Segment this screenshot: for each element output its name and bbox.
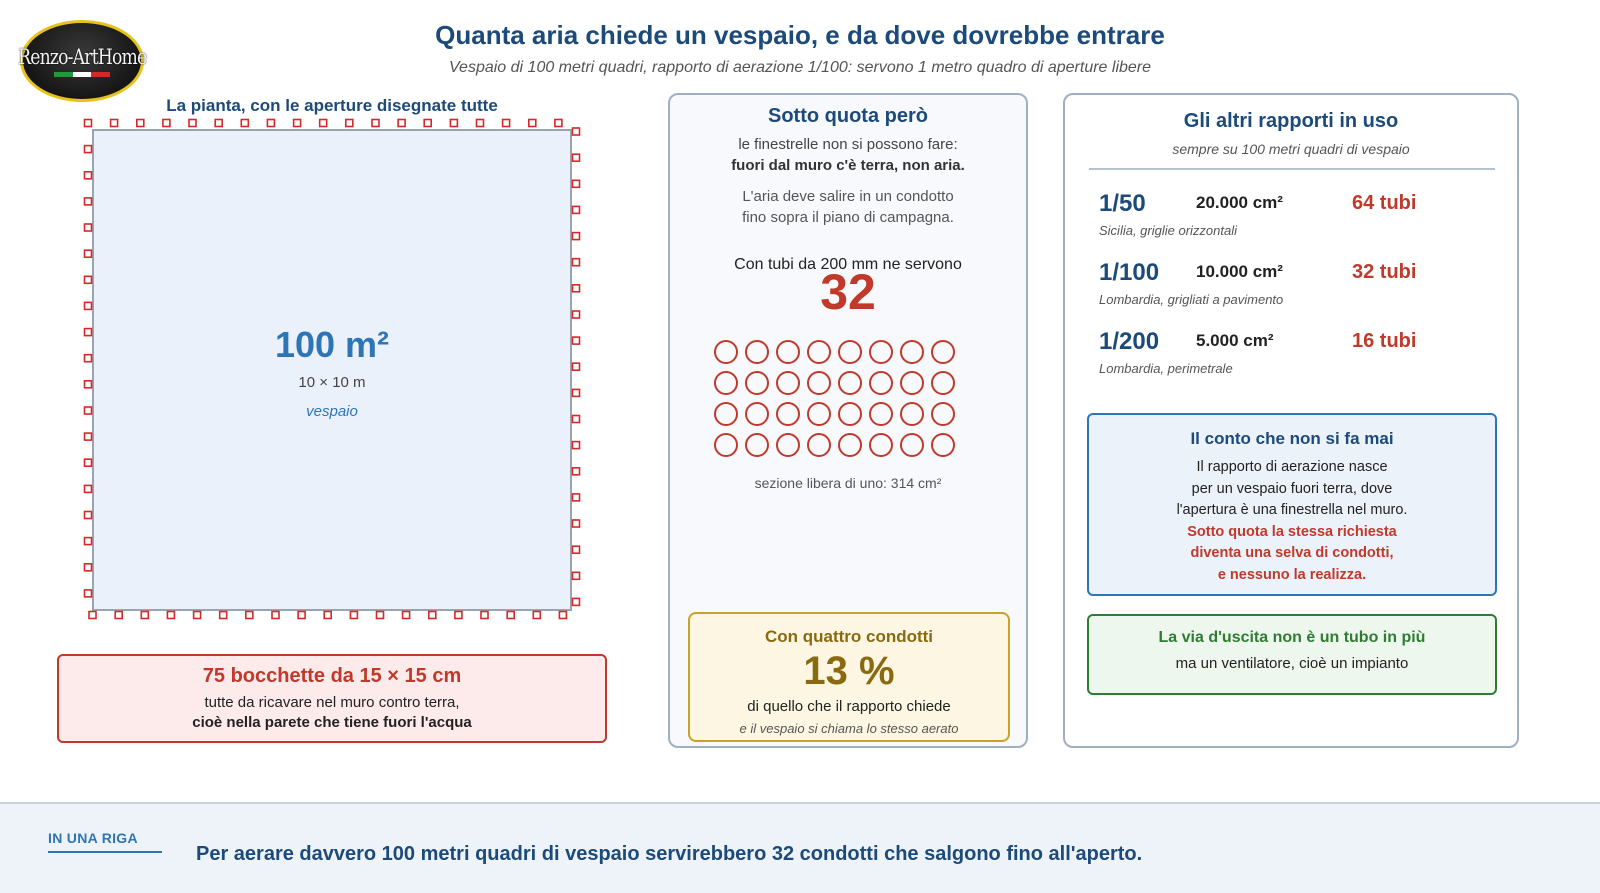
tube-circle bbox=[777, 434, 799, 456]
opening-marker bbox=[85, 198, 92, 205]
opening-marker bbox=[85, 302, 92, 309]
opening-marker bbox=[507, 612, 514, 619]
tube-circle bbox=[839, 341, 861, 363]
opening-marker bbox=[573, 337, 580, 344]
ratios-title: Gli altri rapporti in uso bbox=[1183, 110, 1399, 132]
summary-band bbox=[0, 802, 1600, 893]
opening-marker bbox=[573, 572, 580, 579]
ratio-row bbox=[1065, 190, 1517, 258]
opening-marker bbox=[573, 389, 580, 396]
openings-summary-line2: cioè nella parete che tiene fuori l'acqua bbox=[192, 714, 472, 731]
ratios-panel bbox=[1063, 93, 1519, 748]
opening-marker bbox=[85, 590, 92, 597]
opening-marker bbox=[503, 120, 510, 127]
hidden-account-line6: e nessuno la realizza. bbox=[1217, 566, 1367, 583]
opening-marker bbox=[320, 120, 327, 127]
opening-marker bbox=[350, 612, 357, 619]
opening-marker bbox=[398, 120, 405, 127]
opening-marker bbox=[85, 355, 92, 362]
opening-marker bbox=[324, 612, 331, 619]
opening-marker bbox=[85, 146, 92, 153]
opening-marker bbox=[115, 612, 122, 619]
opening-marker bbox=[85, 459, 92, 466]
tubes-text: Con tubi da 200 mm ne servono bbox=[734, 256, 962, 273]
opening-marker bbox=[559, 612, 566, 619]
opening-marker bbox=[85, 407, 92, 414]
opening-marker bbox=[346, 120, 353, 127]
page-subtitle: Vespaio di 100 metri quadri, rapporto di aerazione 1/100: servono 1 metro quadro di aperture libere bbox=[448, 59, 1152, 76]
tube-circle bbox=[808, 434, 830, 456]
ratio-area: 10.000 cm² bbox=[1196, 262, 1283, 281]
underground-line3: L'aria deve salire in un condotto bbox=[742, 188, 954, 205]
tube-circle bbox=[746, 372, 768, 394]
underground-line4: fino sopra il piano di campagna. bbox=[742, 209, 954, 226]
tubes-grid bbox=[713, 339, 963, 459]
ratio-row bbox=[1065, 259, 1517, 327]
tube-circle bbox=[777, 341, 799, 363]
plan-area: 100 m² bbox=[274, 324, 390, 365]
opening-marker bbox=[573, 233, 580, 240]
opening-marker bbox=[573, 311, 580, 318]
hidden-account-line5: diventa una selva di condotti, bbox=[1190, 545, 1394, 561]
opening-marker bbox=[573, 416, 580, 423]
opening-marker bbox=[85, 276, 92, 283]
logo-text: Renzo-ArtHome bbox=[17, 45, 147, 69]
opening-marker bbox=[85, 120, 92, 127]
hidden-account-line4: Sotto quota la stessa richiesta bbox=[1187, 523, 1397, 540]
way-out-title: La via d'uscita non è un tubo in più bbox=[1158, 629, 1426, 646]
opening-marker bbox=[573, 206, 580, 213]
tube-circle bbox=[901, 372, 923, 394]
opening-marker bbox=[89, 612, 96, 619]
opening-marker bbox=[85, 224, 92, 231]
tube-circle bbox=[715, 372, 737, 394]
ratio-area: 5.000 cm² bbox=[1196, 331, 1274, 350]
opening-marker bbox=[241, 120, 248, 127]
underground-panel bbox=[668, 93, 1028, 748]
opening-marker bbox=[450, 120, 457, 127]
opening-marker bbox=[573, 128, 580, 135]
opening-marker bbox=[573, 598, 580, 605]
opening-marker bbox=[85, 538, 92, 545]
opening-marker bbox=[215, 120, 222, 127]
tube-circle bbox=[901, 403, 923, 425]
tube-circle bbox=[870, 372, 892, 394]
ratio-place: Lombardia, grigliati a pavimento bbox=[1099, 292, 1284, 307]
tube-circle bbox=[777, 372, 799, 394]
page-title: Quanta aria chiede un vespaio, e da dove dovrebbe entrare bbox=[435, 20, 1165, 50]
hidden-account-box bbox=[1087, 413, 1497, 596]
way-out-line1: ma un ventilatore, cioè un impianto bbox=[1175, 655, 1409, 672]
opening-marker bbox=[555, 120, 562, 127]
opening-marker bbox=[573, 285, 580, 292]
tube-circle bbox=[870, 434, 892, 456]
opening-marker bbox=[85, 433, 92, 440]
ratio-tubes: 32 tubi bbox=[1352, 261, 1417, 283]
ratio-tubes: 64 tubi bbox=[1352, 192, 1417, 214]
ratio-value: 1/50 bbox=[1099, 190, 1146, 217]
tube-circle bbox=[746, 341, 768, 363]
opening-marker bbox=[111, 120, 118, 127]
opening-marker bbox=[573, 468, 580, 475]
tube-circle bbox=[932, 372, 954, 394]
vespaio-area bbox=[93, 130, 571, 610]
underground-line1: le finestrelle non si possono fare: bbox=[738, 136, 958, 153]
opening-marker bbox=[573, 546, 580, 553]
tube-circle bbox=[932, 341, 954, 363]
opening-marker bbox=[272, 612, 279, 619]
four-ducts-box bbox=[688, 612, 1010, 742]
four-ducts-line1: di quello che il rapporto chiede bbox=[747, 698, 951, 715]
underground-line2: fuori dal muro c'è terra, non aria. bbox=[731, 157, 965, 174]
tube-circle bbox=[932, 403, 954, 425]
opening-marker bbox=[573, 363, 580, 370]
four-ducts-title: Con quattro condotti bbox=[764, 627, 934, 646]
tube-circle bbox=[901, 341, 923, 363]
ratio-place: Lombardia, perimetrale bbox=[1099, 361, 1233, 376]
opening-marker bbox=[477, 120, 484, 127]
opening-marker bbox=[85, 485, 92, 492]
opening-marker bbox=[189, 120, 196, 127]
opening-marker bbox=[372, 120, 379, 127]
tube-circle bbox=[870, 403, 892, 425]
opening-marker bbox=[573, 520, 580, 527]
opening-marker bbox=[85, 512, 92, 519]
tube-circle bbox=[808, 403, 830, 425]
tube-circle bbox=[870, 341, 892, 363]
plan-dimensions: 10 × 10 m bbox=[298, 374, 366, 391]
tubes-count: 32 bbox=[820, 264, 876, 320]
ratio-tubes: 16 tubi bbox=[1352, 330, 1417, 352]
tube-circle bbox=[777, 403, 799, 425]
four-ducts-percent: 13 % bbox=[803, 649, 895, 693]
opening-marker bbox=[167, 612, 174, 619]
opening-marker bbox=[267, 120, 274, 127]
opening-marker bbox=[424, 120, 431, 127]
tube-circle bbox=[839, 372, 861, 394]
ratio-value: 1/200 bbox=[1099, 328, 1160, 355]
tube-circle bbox=[901, 434, 923, 456]
way-out-box bbox=[1087, 614, 1497, 695]
opening-marker bbox=[529, 120, 536, 127]
tube-circle bbox=[715, 434, 737, 456]
opening-marker bbox=[85, 329, 92, 336]
opening-marker bbox=[137, 120, 144, 127]
summary-underline bbox=[48, 851, 162, 853]
opening-marker bbox=[194, 612, 201, 619]
tube-circle bbox=[932, 434, 954, 456]
opening-marker bbox=[85, 381, 92, 388]
hidden-account-title: Il conto che non si fa mai bbox=[1190, 429, 1394, 448]
summary-label: IN UNA RIGA bbox=[48, 830, 138, 846]
opening-marker bbox=[533, 612, 540, 619]
opening-marker bbox=[429, 612, 436, 619]
hidden-account-line1: Il rapporto di aerazione nasce bbox=[1196, 459, 1388, 475]
openings-summary-box bbox=[57, 654, 607, 743]
four-ducts-line2: e il vespaio si chiama lo stesso aerato bbox=[739, 721, 959, 736]
tube-section-text: sezione libera di uno: 314 cm² bbox=[754, 475, 942, 491]
underground-title: Sotto quota però bbox=[768, 105, 928, 127]
plan-title: La pianta, con le aperture disegnate tutte bbox=[166, 96, 498, 115]
opening-marker bbox=[85, 564, 92, 571]
openings-summary-line1: tutte da ricavare nel muro contro terra, bbox=[204, 694, 460, 711]
plan-label: vespaio bbox=[306, 403, 358, 420]
opening-marker bbox=[85, 250, 92, 257]
opening-marker bbox=[481, 612, 488, 619]
opening-marker bbox=[455, 612, 462, 619]
ratios-divider bbox=[1089, 168, 1495, 170]
ratios-subtitle: sempre su 100 metri quadri di vespaio bbox=[1172, 141, 1410, 157]
opening-marker bbox=[85, 172, 92, 179]
opening-marker bbox=[573, 494, 580, 501]
ratio-value: 1/100 bbox=[1099, 259, 1160, 286]
tube-circle bbox=[808, 341, 830, 363]
ratio-area: 20.000 cm² bbox=[1196, 193, 1283, 212]
hidden-account-line3: l'apertura è una finestrella nel muro. bbox=[1176, 502, 1408, 518]
opening-marker bbox=[573, 180, 580, 187]
opening-marker bbox=[403, 612, 410, 619]
opening-marker bbox=[298, 612, 305, 619]
tube-circle bbox=[746, 403, 768, 425]
opening-marker bbox=[294, 120, 301, 127]
opening-marker bbox=[573, 442, 580, 449]
tube-circle bbox=[715, 403, 737, 425]
summary-text: Per aerare davvero 100 metri quadri di vespaio servirebbero 32 condotti che salgono fino all'aperto. bbox=[196, 843, 1143, 865]
hidden-account-line2: per un vespaio fuori terra, dove bbox=[1191, 480, 1393, 497]
opening-marker bbox=[220, 612, 227, 619]
opening-marker bbox=[573, 154, 580, 161]
tube-circle bbox=[715, 341, 737, 363]
tube-circle bbox=[839, 434, 861, 456]
opening-marker bbox=[246, 612, 253, 619]
opening-marker bbox=[163, 120, 170, 127]
ratio-row bbox=[1065, 328, 1517, 396]
opening-marker bbox=[141, 612, 148, 619]
openings-summary-title: 75 bocchette da 15 × 15 cm bbox=[202, 665, 462, 687]
tube-circle bbox=[839, 403, 861, 425]
ratio-place: Sicilia, griglie orizzontali bbox=[1099, 223, 1237, 238]
tube-circle bbox=[746, 434, 768, 456]
opening-marker bbox=[377, 612, 384, 619]
opening-marker bbox=[573, 259, 580, 266]
tube-circle bbox=[808, 372, 830, 394]
plan-diagram bbox=[80, 115, 590, 625]
